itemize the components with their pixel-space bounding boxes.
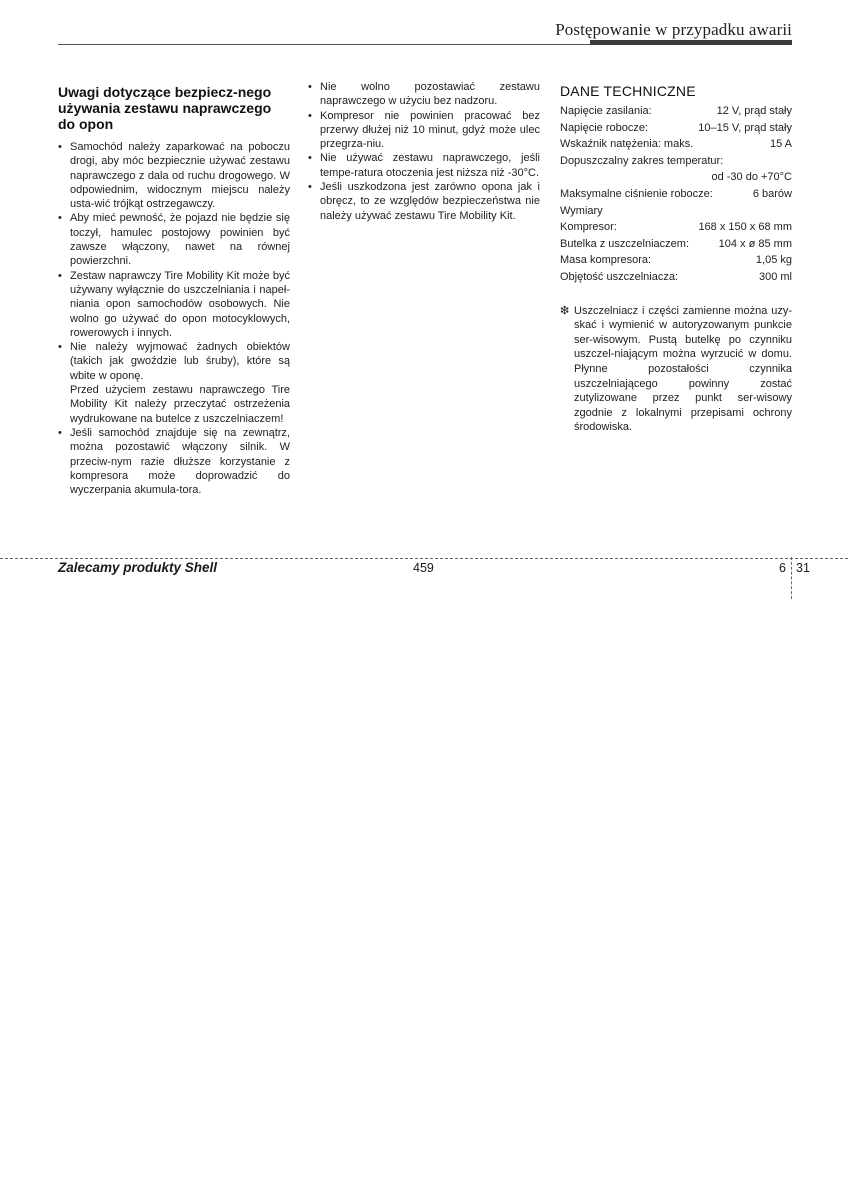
spec-label: Maksymalne ciśnienie robocze: — [560, 187, 713, 200]
section-page-number: 31 — [796, 561, 810, 575]
column-3 — [560, 80, 792, 435]
list-item: • Nie wolno pozostawiać zestawu naprawczego w użyciu bez nadzoru. — [308, 80, 540, 109]
spec-value: 1,05 kg — [755, 254, 792, 267]
spec-row — [560, 153, 792, 170]
list-item: • Nie używać zestawu naprawczego, jeśli tempe-ratura otoczenia jest niższa niż -30°C. — [308, 151, 540, 180]
spec-row — [560, 120, 792, 137]
spec-row — [560, 219, 792, 236]
page-number: 459 — [413, 561, 434, 575]
section-title-safety: Uwagi dotyczące bezpiecz-nego używania zestawu naprawczego do opon — [58, 84, 272, 132]
footer-brand-text: Zalecamy produkty Shell — [58, 560, 218, 575]
list-item — [58, 340, 290, 383]
note-text: Uszczelniacz i części zamienne można uzy-skać i wymienić w autoryzowanym punkcie ser-wisowym. Pustą butelkę po czynniku uszczel-niającym można wyrzucić w domu. Płynne pozostałości czynnika uszczelniającego powinny zostać zutylizowane przez punkt ser-wisowy zgodnie z lokalnymi przepisami ochrony środowiska. — [574, 304, 792, 434]
list-item: • Jeśli samochód znajduje się na zewnątrz, można pozostawić włączony silnik. W przeciw-nym razie dłuższe korzystanie z kompresora może doprowadzić do wyczerpania akumula-tora. — [58, 426, 290, 497]
safety-list-continued — [58, 426, 290, 497]
spec-value: 6 barów — [752, 187, 792, 200]
spec-row — [560, 136, 792, 153]
section-title-technical-data: DANE TECHNICZNE — [560, 83, 696, 99]
safety-list-2 — [308, 80, 540, 223]
list-item: • Jeśli uszkodzona jest zarówno opona jak i obręcz, to ze względów bezpieczeństwa nie należy używać zestawu Tire Mobility Kit. — [308, 180, 540, 223]
spec-row — [560, 103, 792, 120]
spec-label: Wymiary — [560, 204, 603, 217]
list-item-text: Nie należy wyjmować żadnych obiektów (takich jak gwoździe lub śruby), które są wbite w oponę. — [70, 341, 290, 382]
spec-value: 12 V, prąd stały — [716, 105, 792, 117]
safety-list — [58, 140, 290, 383]
spec-label: Masa kompresora: — [560, 254, 652, 267]
chapter-number: 6 — [779, 561, 786, 575]
spec-table — [560, 103, 792, 286]
spec-label: Napięcie zasilania: — [560, 105, 652, 117]
spec-label: Wskaźnik natężenia: maks. — [560, 138, 694, 151]
spec-row — [560, 186, 792, 203]
column-2 — [308, 80, 540, 223]
spec-label: Kompresor: — [560, 221, 617, 234]
spec-row — [560, 203, 792, 220]
spec-label: Butelka z uszczelniaczem: — [560, 237, 689, 250]
spec-label: Napięcie robocze: — [560, 121, 649, 134]
spec-value: 10–15 V, prąd stały — [698, 121, 792, 134]
spec-value: 15 A — [769, 138, 792, 151]
header-accent-bar — [590, 40, 792, 45]
note-asterisk-icon: ❇ — [560, 304, 570, 317]
spec-label: Dopuszczalny zakres temperatur: — [560, 154, 724, 167]
spec-label: Objętość uszczelniacza: — [560, 270, 678, 283]
spec-row — [560, 236, 792, 253]
spec-value: 300 ml — [758, 270, 792, 283]
list-item: • Samochód należy zaparkować na poboczu drogi, aby móc bezpiecznie używać zestawu naprawczego z dala od ruchu drogowego. W odpowiednim, widocznym miejscu należy usta-wić trójkąt ostrzegawczy. — [58, 140, 290, 211]
warning-paragraph: Przed użyciem zestawu naprawczego Tire Mobility Kit należy przeczytać ostrzeżenia wydrukowane na butelce z uszczelniaczem! — [70, 384, 290, 425]
column-1 — [58, 80, 290, 497]
info-note — [560, 304, 792, 435]
footer-divider — [0, 558, 848, 559]
list-item: • Kompresor nie powinien pracować bez przerwy dłużej niż 10 minut, gdyż może ulec przegrza-niu. — [308, 109, 540, 152]
spec-row — [560, 252, 792, 269]
footer-separator — [791, 557, 792, 599]
page-title: Postępowanie w przypadku awarii — [555, 20, 792, 39]
spec-row — [560, 269, 792, 286]
spec-value: 168 x 150 x 68 mm — [698, 221, 792, 234]
spec-value: od -30 do +70°C — [711, 171, 792, 184]
list-item: • Aby mieć pewność, że pojazd nie będzie się toczył, hamulec postojowy powinien być zawsze włączony, nawet na równej powierzchni. — [58, 211, 290, 268]
list-item: • Zestaw naprawczy Tire Mobility Kit może być używany wyłącznie do uszczelniania i napeł-niania opon samochodów osobowych. Nie wolno go używać do opon motocyklowych, rowerowych i innych. — [58, 269, 290, 340]
spec-row — [560, 169, 792, 186]
spec-value: 104 x ø 85 mm — [718, 237, 792, 250]
